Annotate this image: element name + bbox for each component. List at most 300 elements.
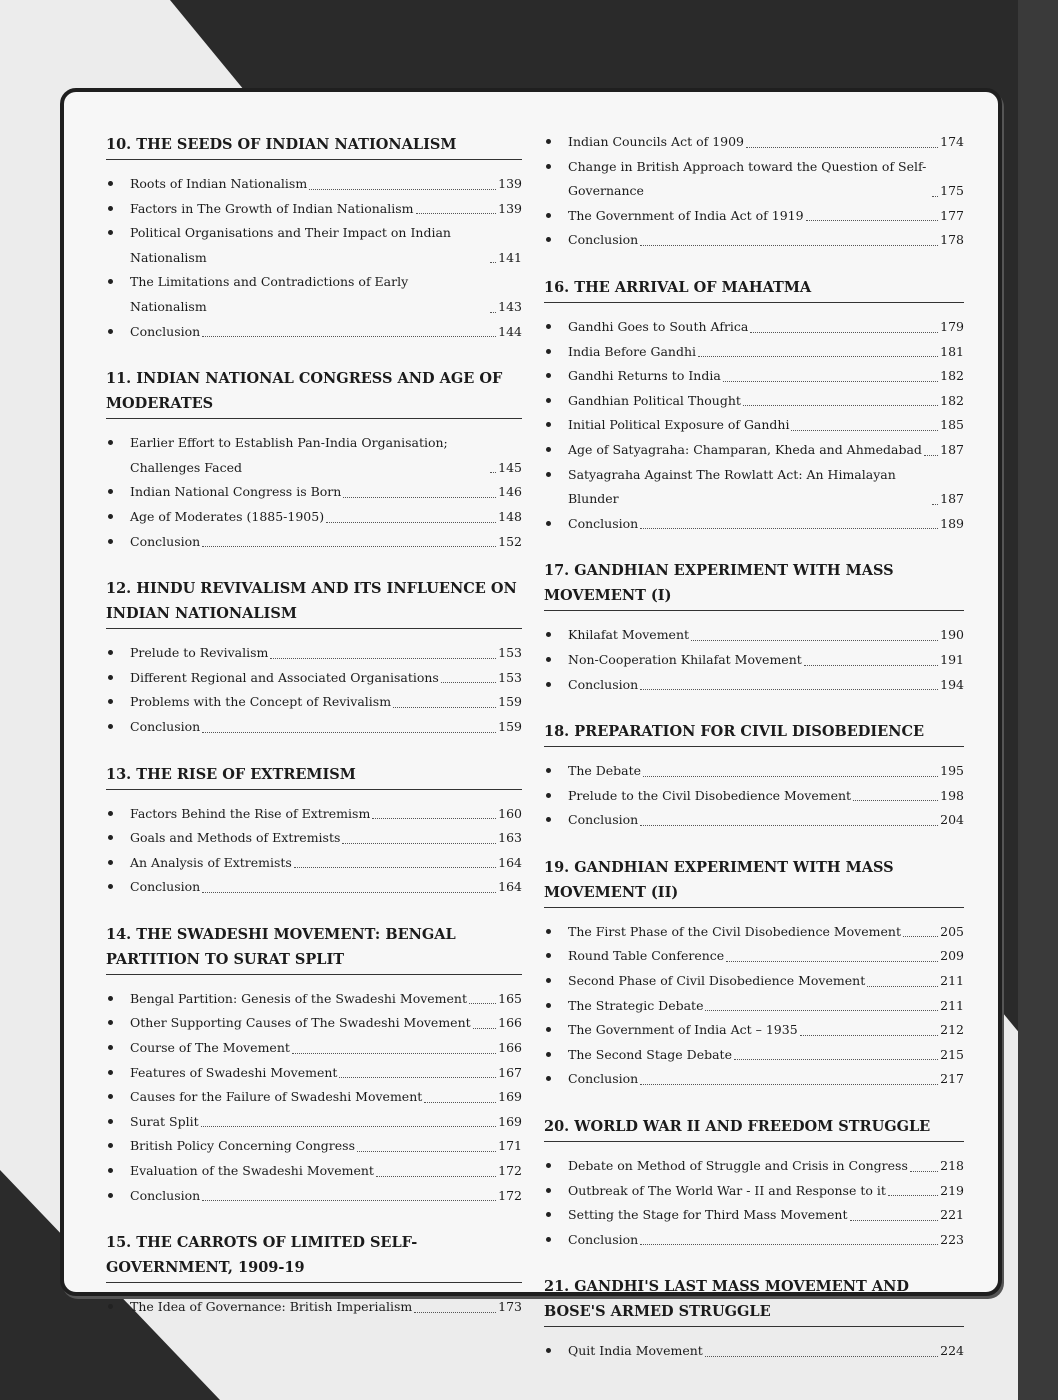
entry-page-number: 205 [940, 923, 964, 939]
entry-label: Satyagraha Against The Rowlatt Act: An Himalayan Blunder [568, 466, 896, 507]
entry-page-number: 143 [498, 298, 522, 314]
bullet-icon [108, 1143, 113, 1148]
entry-label: Indian Councils Act of 1909 [568, 134, 745, 149]
entry-label: Conclusion [568, 232, 639, 248]
entry-label: Setting the Stage for Third Mass Movement [568, 1207, 848, 1223]
entry-page-number: 153 [498, 645, 522, 661]
chapter-section [106, 762, 522, 900]
bullet-icon [546, 953, 551, 958]
entry-label: Conclusion [568, 676, 639, 692]
entry-page-number: 190 [940, 627, 964, 643]
entry-label: Non-Cooperation Khilafat Movement [568, 651, 802, 667]
dot-leader [342, 843, 496, 844]
entry-label: Age of Moderates (1885-1905) [130, 508, 325, 524]
chapter-title: 16. THE ARRIVAL OF MAHATMA [544, 275, 964, 303]
entry-label: Factors in The Growth of Indian Nationalism [130, 200, 414, 216]
bullet-icon [546, 164, 551, 169]
bullet-icon [108, 181, 113, 186]
bullet-icon [108, 1070, 113, 1075]
dot-leader [705, 1356, 938, 1357]
entry-page-number: 166 [498, 1015, 522, 1031]
contents-panel [60, 88, 1002, 1359]
entry-list [106, 802, 522, 900]
dot-leader [734, 1059, 938, 1060]
entry-label: Round Table Conference [568, 948, 725, 964]
dot-leader [804, 665, 938, 666]
bullet-icon [108, 440, 113, 445]
entry-page-number: 198 [940, 787, 964, 803]
entry-label: The Government of India Act of 1919 [568, 207, 804, 223]
entry-list [544, 1339, 964, 1364]
chapter-section [544, 558, 964, 697]
toc-entry[interactable] [544, 1154, 964, 1179]
bullet-icon [108, 206, 113, 211]
entry-page-number: 144 [498, 323, 522, 339]
entry-label: The Strategic Debate [568, 997, 704, 1013]
dot-leader [357, 1151, 496, 1152]
bullet-icon [546, 472, 551, 477]
entry-label: Roots of Indian Nationalism [130, 176, 308, 191]
entry-page-number: 221 [940, 1207, 964, 1223]
bullet-icon [108, 860, 113, 865]
entry-list [106, 172, 522, 344]
bullet-icon [546, 793, 551, 798]
entry-page-number: 169 [498, 1089, 522, 1105]
entry-page-number: 145 [498, 459, 522, 475]
toc-entry[interactable] [106, 270, 522, 319]
toc-entry[interactable] [106, 1011, 522, 1036]
chapter-section [106, 132, 522, 344]
dot-leader [800, 1035, 938, 1036]
dot-leader [490, 472, 496, 473]
entry-label: The Second Stage Debate [568, 1046, 732, 1062]
dot-leader [202, 1200, 496, 1201]
bullet-icon [546, 139, 551, 144]
entry-label: Khilafat Movement [568, 627, 690, 643]
bullet-icon [546, 1027, 551, 1032]
bullet-icon [108, 1193, 113, 1198]
bullet-icon [546, 632, 551, 637]
entry-page-number: 209 [940, 948, 964, 964]
entry-label: Conclusion [568, 515, 639, 531]
entry-label: Gandhi Goes to South Africa [568, 318, 749, 334]
entry-page-number: 163 [498, 830, 522, 846]
toc-entry[interactable] [106, 1110, 522, 1135]
toc-entry[interactable] [106, 875, 522, 900]
bullet-icon [546, 422, 551, 427]
toc-entry[interactable] [544, 1203, 964, 1228]
dot-leader [888, 1195, 938, 1196]
dot-leader [292, 1053, 496, 1054]
bullet-icon [546, 1163, 551, 1168]
bullet-icon [546, 324, 551, 329]
toc-entry[interactable] [106, 826, 522, 851]
entry-label: Indian National Congress is Born [130, 484, 342, 500]
toc-entry[interactable] [544, 413, 964, 438]
dot-leader [743, 405, 938, 406]
entry-label: Initial Political Exposure of Gandhi [568, 417, 790, 433]
entry-page-number: 218 [940, 1158, 964, 1174]
toc-entry[interactable] [106, 1085, 522, 1110]
entry-list [544, 759, 964, 833]
dot-leader [867, 986, 938, 987]
entry-label: Debate on Method of Struggle and Crisis in Congress [568, 1158, 908, 1174]
toc-entry[interactable] [106, 505, 522, 530]
toc-entry[interactable] [544, 759, 964, 784]
toc-entry[interactable] [106, 690, 522, 715]
dot-leader [202, 892, 496, 893]
bullet-icon [108, 230, 113, 235]
bullet-icon [546, 398, 551, 403]
entry-label: Second Phase of Civil Disobedience Movement [568, 973, 866, 989]
entry-page-number: 173 [498, 1299, 522, 1315]
entry-list [544, 623, 964, 697]
bullet-icon [546, 657, 551, 662]
bullet-icon [108, 650, 113, 655]
chapter-title: 18. PREPARATION FOR CIVIL DISOBEDIENCE [544, 719, 964, 747]
bullet-icon [108, 1045, 113, 1050]
toc-entry[interactable] [106, 530, 522, 555]
entry-page-number: 189 [940, 515, 964, 531]
entry-page-number: 185 [940, 417, 964, 433]
chapter-title: 19. GANDHIAN EXPERIMENT WITH MASS MOVEMENT (II) [544, 855, 964, 908]
entry-label: Conclusion [568, 812, 639, 828]
bullet-icon [546, 1348, 551, 1353]
entry-page-number: 166 [498, 1040, 522, 1056]
chapter-section [544, 719, 964, 833]
toc-entry[interactable] [544, 228, 964, 253]
bullet-icon [108, 675, 113, 680]
chapter-title: 10. THE SEEDS OF INDIAN NATIONALISM [106, 132, 522, 160]
entry-label: The Government of India Act – 1935 [568, 1022, 798, 1038]
bullet-icon [108, 1119, 113, 1124]
entry-label: Conclusion [130, 323, 201, 339]
bullet-icon [546, 1076, 551, 1081]
dot-leader [376, 1176, 496, 1177]
toc-entry[interactable] [544, 204, 964, 229]
dot-leader [441, 682, 496, 683]
entry-label: An Analysis of Extremists [130, 854, 292, 870]
entry-label: Causes for the Failure of Swadeshi Movement [130, 1089, 423, 1105]
dot-leader [924, 455, 938, 456]
dot-leader [850, 1220, 939, 1221]
toc-entry[interactable] [106, 851, 522, 876]
bullet-icon [546, 1003, 551, 1008]
bullet-icon [546, 521, 551, 526]
entry-page-number: 159 [498, 718, 522, 734]
bullet-icon [546, 682, 551, 687]
dot-leader [372, 818, 496, 819]
bullet-icon [546, 978, 551, 983]
bullet-icon [546, 1188, 551, 1193]
dot-leader [705, 1010, 938, 1011]
dot-leader [691, 640, 938, 641]
entry-page-number: 219 [940, 1182, 964, 1198]
chapter-section [544, 1114, 964, 1252]
bullet-icon [546, 929, 551, 934]
toc-entry[interactable] [544, 1179, 964, 1204]
toc-entry[interactable] [106, 1061, 522, 1086]
bullet-icon [108, 539, 113, 544]
entry-label: Bengal Partition: Genesis of the Swadeshi Movement [130, 990, 467, 1006]
entry-label: Features of Swadeshi Movement [130, 1064, 338, 1080]
toc-entry[interactable] [106, 641, 522, 666]
entry-label: India Before Gandhi [568, 343, 697, 359]
entry-label: British Policy Concerning Congress [130, 1138, 356, 1154]
dot-leader [339, 1077, 496, 1078]
entry-page-number: 175 [940, 183, 964, 199]
dot-leader [343, 497, 496, 498]
dot-leader [640, 1244, 938, 1245]
bullet-icon [108, 811, 113, 816]
toc-entry[interactable] [544, 920, 964, 945]
dot-leader [726, 961, 938, 962]
bullet-icon [108, 1304, 113, 1309]
toc-entry[interactable] [544, 364, 964, 389]
toc-entry[interactable] [106, 480, 522, 505]
entry-page-number: 178 [940, 232, 964, 248]
chapter-title: 21. GANDHI'S LAST MASS MOVEMENT AND BOSE'S ARMED STRUGGLE [544, 1274, 964, 1327]
dot-leader [416, 213, 497, 214]
entry-page-number: 217 [940, 1071, 964, 1087]
toc-entry[interactable] [106, 1184, 522, 1209]
bullet-icon [108, 1020, 113, 1025]
entry-label: The Limitations and Contradictions of Early Nationalism [130, 274, 409, 314]
entry-page-number: 159 [498, 694, 522, 710]
entry-label: Conclusion [568, 1071, 639, 1087]
entry-page-number: 211 [940, 997, 964, 1013]
toc-entry[interactable] [544, 808, 964, 833]
toc-entry[interactable] [544, 1067, 964, 1092]
entry-label: Conclusion [130, 718, 201, 734]
dot-leader [750, 332, 938, 333]
bullet-icon [108, 329, 113, 334]
bullet-icon [546, 237, 551, 242]
entry-page-number: 182 [940, 368, 964, 384]
dot-leader [490, 262, 496, 263]
entry-label: The Idea of Governance: British Imperialism [130, 1299, 413, 1315]
chapter-title: 17. GANDHIAN EXPERIMENT WITH MASS MOVEMENT (I) [544, 558, 964, 611]
chapter-section [544, 855, 964, 1092]
bullet-icon [108, 279, 113, 284]
toc-entry[interactable] [544, 1228, 964, 1253]
bullet-icon [546, 213, 551, 218]
chapter-section [106, 576, 522, 739]
toc-entry[interactable] [544, 389, 964, 414]
entry-label: Conclusion [130, 1187, 201, 1203]
entry-label: Course of The Movement [130, 1040, 290, 1056]
entry-label: The Debate [568, 763, 642, 779]
entry-list [106, 431, 522, 554]
entry-page-number: 164 [498, 854, 522, 870]
entry-label: Political Organisations and Their Impact on Indian Nationalism [130, 225, 451, 265]
toc-entry[interactable] [544, 155, 964, 204]
entry-list [544, 1154, 964, 1252]
dot-leader [473, 1028, 496, 1029]
entry-page-number: 215 [940, 1046, 964, 1062]
toc-entry[interactable] [544, 315, 964, 340]
entry-page-number: 160 [498, 805, 522, 821]
entry-page-number: 152 [498, 533, 522, 549]
bullet-icon [108, 1094, 113, 1099]
bullet-icon [546, 817, 551, 822]
entry-list [106, 1295, 522, 1320]
entry-label: Earlier Effort to Establish Pan-India Organisation; Challenges Faced [130, 435, 448, 475]
entry-label: Goals and Methods of Extremists [130, 830, 341, 846]
toc-entry[interactable] [106, 320, 522, 345]
chapter-title: 12. HINDU REVIVALISM AND ITS INFLUENCE ON INDIAN NATIONALISM [106, 576, 522, 629]
dot-leader [490, 312, 496, 313]
toc-entry[interactable] [544, 463, 964, 512]
entry-label: Quit India Movement [568, 1343, 703, 1359]
entry-label: Evaluation of the Swadeshi Movement [130, 1163, 374, 1179]
toc-entry[interactable] [544, 1339, 964, 1364]
dot-leader [640, 1084, 938, 1085]
toc-entry[interactable] [544, 340, 964, 365]
toc-entry[interactable] [106, 1134, 522, 1159]
dot-leader [424, 1102, 496, 1103]
chapter-section [544, 275, 964, 536]
entry-label: Age of Satyagraha: Champaran, Kheda and Ahmedabad [568, 441, 922, 457]
entry-page-number: 187 [940, 441, 964, 457]
toc-entry[interactable] [106, 666, 522, 691]
entry-page-number: 174 [940, 134, 964, 149]
toc-entry[interactable] [106, 987, 522, 1012]
toc-entry[interactable] [544, 784, 964, 809]
entry-page-number: 182 [940, 392, 964, 408]
dot-leader [326, 522, 496, 523]
entry-page-number: 224 [940, 1343, 964, 1359]
entry-page-number: 141 [498, 249, 522, 265]
toc-entry[interactable] [106, 197, 522, 222]
chapter-title: 11. INDIAN NATIONAL CONGRESS AND AGE OF MODERATES [106, 366, 522, 419]
dot-leader [201, 1126, 497, 1127]
dot-leader [640, 245, 938, 246]
entry-page-number: 171 [498, 1138, 522, 1154]
bullet-icon [546, 373, 551, 378]
chapter-title: 20. WORLD WAR II AND FREEDOM STRUGGLE [544, 1114, 964, 1142]
toc-entry[interactable] [106, 715, 522, 740]
dot-leader [469, 1003, 496, 1004]
bullet-icon [546, 1052, 551, 1057]
entry-page-number: 165 [498, 990, 522, 1006]
entry-label: Conclusion [130, 879, 201, 895]
entry-label: Other Supporting Causes of The Swadeshi Movement [130, 1015, 471, 1031]
entry-page-number: 212 [940, 1022, 964, 1038]
entry-page-number: 153 [498, 669, 522, 685]
entry-page-number: 139 [498, 200, 522, 216]
entry-label: Gandhian Political Thought [568, 392, 741, 408]
chapter-section [544, 1274, 964, 1364]
bullet-icon [546, 1212, 551, 1217]
entry-page-number: 194 [940, 676, 964, 692]
bullet-icon [546, 349, 551, 354]
bullet-icon [108, 699, 113, 704]
entry-page-number: 146 [498, 484, 522, 500]
toc-entry[interactable] [106, 172, 522, 197]
dot-leader [932, 196, 938, 197]
background-edge [1018, 0, 1058, 1400]
dot-leader [853, 800, 938, 801]
entry-list [544, 920, 964, 1092]
dot-leader [309, 189, 496, 190]
bullet-icon [108, 835, 113, 840]
dot-leader [723, 381, 938, 382]
entry-page-number: 181 [940, 343, 964, 359]
toc-entry[interactable] [544, 648, 964, 673]
toc-entry[interactable] [544, 1018, 964, 1043]
toc-entry[interactable] [106, 431, 522, 480]
entry-page-number: 172 [498, 1163, 522, 1179]
dot-leader [414, 1312, 496, 1313]
bullet-icon [108, 884, 113, 889]
chapter-section [106, 366, 522, 554]
entry-list [544, 315, 964, 536]
entry-page-number: 211 [940, 973, 964, 989]
chapter-title: 15. THE CARROTS OF LIMITED SELF-GOVERNMENT, 1909-19 [106, 1230, 522, 1283]
entry-page-number: 191 [940, 651, 964, 667]
dot-leader [393, 707, 496, 708]
entry-label: Conclusion [568, 1231, 639, 1247]
bullet-icon [108, 489, 113, 494]
toc-entry[interactable] [106, 1159, 522, 1184]
dot-leader [791, 430, 938, 431]
toc-entry[interactable] [544, 944, 964, 969]
left-column [106, 132, 522, 1342]
entry-list [106, 641, 522, 739]
right-column [544, 130, 964, 1386]
entry-page-number: 164 [498, 879, 522, 895]
dot-leader [294, 867, 496, 868]
dot-leader [698, 356, 938, 357]
entry-label: Factors Behind the Rise of Extremism [130, 805, 371, 821]
entry-page-number: 139 [498, 176, 522, 191]
dot-leader [643, 776, 938, 777]
entry-label: The First Phase of the Civil Disobedience Movement [568, 923, 901, 939]
toc-entry[interactable] [544, 130, 964, 155]
toc-entry[interactable] [544, 623, 964, 648]
entry-label: Outbreak of The World War - II and Response to it [568, 1182, 886, 1198]
toc-entry[interactable] [544, 438, 964, 463]
dot-leader [640, 528, 938, 529]
dot-leader [903, 936, 938, 937]
entry-label: Surat Split [130, 1113, 199, 1129]
entry-page-number: 179 [940, 318, 964, 334]
entry-label: Gandhi Returns to India [568, 368, 721, 384]
toc-entry[interactable] [544, 512, 964, 537]
toc-entry[interactable] [106, 1036, 522, 1061]
toc-entry[interactable] [106, 802, 522, 827]
dot-leader [202, 336, 496, 337]
bullet-icon [546, 768, 551, 773]
toc-entry[interactable] [106, 221, 522, 270]
chapter-title: 13. THE RISE OF EXTREMISM [106, 762, 522, 790]
entry-label: Conclusion [130, 533, 201, 549]
toc-entry[interactable] [544, 994, 964, 1019]
entry-page-number: 169 [498, 1113, 522, 1129]
entry-list [106, 987, 522, 1208]
toc-entry[interactable] [544, 969, 964, 994]
dot-leader [270, 658, 496, 659]
entry-label: Prelude to the Civil Disobedience Movement [568, 787, 852, 803]
entry-page-number: 167 [498, 1064, 522, 1080]
dot-leader [202, 732, 496, 733]
entry-page-number: 172 [498, 1187, 522, 1203]
toc-entry[interactable] [544, 673, 964, 698]
toc-entry[interactable] [106, 1295, 522, 1320]
dot-leader [806, 220, 939, 221]
toc-entry[interactable] [544, 1043, 964, 1068]
